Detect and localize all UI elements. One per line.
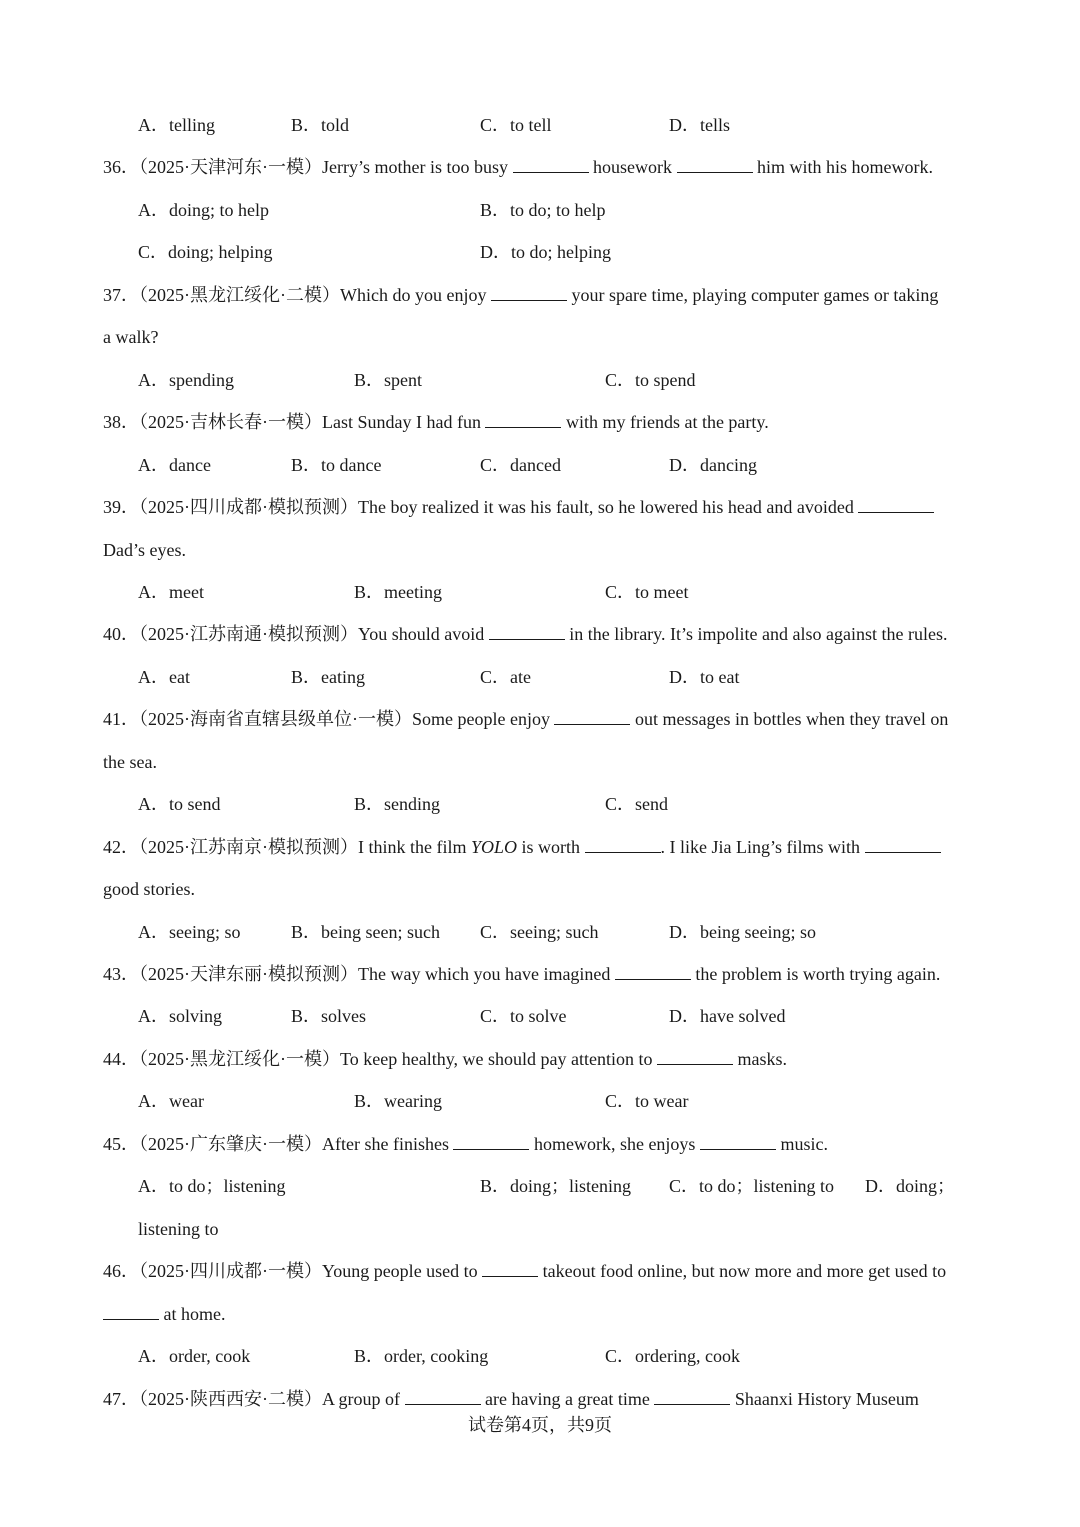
question-42: [103, 835, 983, 859]
question-source: （2025·天津河东·一模）: [139, 157, 322, 177]
question-text: The way which you have imagined: [358, 964, 615, 984]
question-number: 46．: [103, 1261, 139, 1281]
question-number: 44．: [103, 1049, 139, 1069]
options-q45: [138, 1174, 983, 1198]
question-text: in the library. It’s impolite and also against the rules.: [564, 624, 948, 644]
question-text: Young people used to: [322, 1261, 483, 1281]
options-q44: [138, 1089, 983, 1113]
question-text: Jerry’s mother is too busy: [322, 157, 513, 177]
option-c: C．send: [605, 794, 668, 814]
answer-blank: [554, 708, 630, 725]
options-q39: [138, 580, 983, 604]
option-c: C．to tell: [480, 115, 552, 135]
option-a: A．seeing; so: [138, 922, 241, 942]
option-a: A．order, cook: [138, 1346, 251, 1366]
answer-blank: [485, 411, 561, 428]
option-c: C．doing; helping: [138, 242, 273, 262]
option-d: D．dancing: [669, 455, 757, 475]
question-text: After she finishes: [322, 1134, 454, 1154]
answer-blank: [615, 963, 691, 980]
answer-blank: [677, 156, 753, 173]
question-text: the problem is worth trying again.: [690, 964, 941, 984]
option-b: B．to do; to help: [480, 200, 606, 220]
question-text: masks.: [733, 1049, 787, 1069]
option-c: C．to do；listening to: [669, 1176, 835, 1196]
options-q35: [138, 113, 983, 137]
question-text: is worth: [517, 837, 585, 857]
question-36: [103, 155, 983, 179]
option-b: B．order, cooking: [354, 1346, 489, 1366]
question-number: 36．: [103, 157, 139, 177]
question-46-continued: [103, 1302, 983, 1326]
question-text: him with his homework.: [752, 157, 933, 177]
option-d: D．have solved: [669, 1006, 786, 1026]
option-b: B．to dance: [291, 455, 382, 475]
option-a: A．to send: [138, 794, 221, 814]
question-number: 37．: [103, 285, 139, 305]
answer-blank: [489, 623, 565, 640]
option-a: A．eat: [138, 667, 190, 687]
question-number: 45．: [103, 1134, 139, 1154]
option-b: B．solves: [291, 1006, 367, 1026]
question-source: （2025·江苏南京·模拟预测）: [139, 837, 358, 857]
page-footer: 试卷第4页，共9页: [468, 1415, 612, 1435]
option-c: C．seeing; such: [480, 922, 599, 942]
question-text: at home.: [159, 1304, 226, 1324]
question-text: You should avoid: [358, 624, 489, 644]
question-source: （2025·海南省直辖县级单位·一模）: [139, 709, 412, 729]
question-text: A group of: [322, 1389, 405, 1409]
option-a: A．dance: [138, 455, 211, 475]
question-46: [103, 1259, 983, 1283]
option-c: C．to wear: [605, 1091, 689, 1111]
answer-blank: [585, 836, 661, 853]
question-38: [103, 410, 983, 434]
question-text: To keep healthy, we should pay attention to: [340, 1049, 657, 1069]
question-number: 43．: [103, 964, 139, 984]
option-c: C．ordering, cook: [605, 1346, 740, 1366]
question-text: I think the film: [358, 837, 471, 857]
question-source: （2025·天津东丽·模拟预测）: [139, 964, 358, 984]
answer-blank: [405, 1388, 481, 1405]
question-41: [103, 707, 983, 731]
answer-blank: [657, 1048, 733, 1065]
option-c: C．to spend: [605, 370, 696, 390]
option-a: A．solving: [138, 1006, 223, 1026]
options-q36-row1: [138, 198, 983, 222]
answer-blank: [103, 1303, 159, 1320]
options-q42: [138, 920, 983, 944]
question-source: （2025·黑龙江绥化·一模）: [139, 1049, 340, 1069]
question-42-continued: good stories.: [103, 879, 195, 899]
question-44: [103, 1047, 983, 1071]
option-d: D．to do; helping: [480, 242, 611, 262]
option-b: B．being seen; such: [291, 922, 440, 942]
question-source: （2025·吉林长春·一模）: [139, 412, 322, 432]
answer-blank: [700, 1133, 776, 1150]
option-b: B．sending: [354, 794, 441, 814]
option-a: A．meet: [138, 582, 204, 602]
question-number: 47．: [103, 1389, 139, 1409]
question-number: 39．: [103, 497, 139, 517]
option-a: A．wear: [138, 1091, 204, 1111]
option-a: A．to do；listening: [138, 1176, 286, 1196]
option-c: C．to meet: [605, 582, 689, 602]
option-d: D．being seeing; so: [669, 922, 816, 942]
answer-blank: [858, 496, 934, 513]
question-source: （2025·陕西西安·二模）: [139, 1389, 322, 1409]
option-b: B．meeting: [354, 582, 442, 602]
question-41-continued: the sea.: [103, 752, 157, 772]
options-q43: [138, 1004, 983, 1028]
question-43: [103, 962, 983, 986]
option-a: A．telling: [138, 115, 215, 135]
question-number: 40．: [103, 624, 139, 644]
option-b: B．told: [291, 115, 350, 135]
answer-blank: [865, 836, 941, 853]
question-45: [103, 1132, 983, 1156]
options-q45-continued: [138, 1217, 983, 1241]
options-q36-row2: [138, 240, 983, 264]
option-a: A．doing; to help: [138, 200, 269, 220]
question-source: （2025·四川成都·模拟预测）: [139, 497, 358, 517]
question-40: [103, 622, 983, 646]
option-b: B．spent: [354, 370, 423, 390]
question-source: （2025·四川成都·一模）: [139, 1261, 322, 1281]
question-text: Shaanxi History Museum: [730, 1389, 919, 1409]
answer-blank: [491, 284, 567, 301]
option-d: D．doing；: [865, 1176, 955, 1196]
question-text: your spare time, playing computer games or taking: [566, 285, 939, 305]
option-d: D．tells: [669, 115, 730, 135]
question-text: The boy realized it was his fault, so he lowered his head and avoided: [358, 497, 859, 517]
question-number: 42．: [103, 837, 139, 857]
question-text: out messages in bottles when they travel on: [630, 709, 949, 729]
question-text: Which do you enjoy: [340, 285, 491, 305]
question-text: . I like Jia Ling’s films with: [660, 837, 865, 857]
question-source: （2025·黑龙江绥化·二模）: [139, 285, 340, 305]
option-c: C．danced: [480, 455, 561, 475]
option-b: B．doing；listening: [480, 1176, 632, 1196]
option-d: D．to eat: [669, 667, 740, 687]
question-39-continued: Dad’s eyes.: [103, 540, 186, 560]
question-47: [103, 1387, 983, 1411]
option-c: C．to solve: [480, 1006, 567, 1026]
answer-blank: [654, 1388, 730, 1405]
question-text: are having a great time: [480, 1389, 655, 1409]
answer-blank: [513, 156, 589, 173]
option-c: C．ate: [480, 667, 531, 687]
question-37-continued: a walk?: [103, 327, 159, 347]
question-source: （2025·江苏南通·模拟预测）: [139, 624, 358, 644]
question-text: Last Sunday I had fun: [322, 412, 486, 432]
options-q38: [138, 453, 983, 477]
options-q46: [138, 1344, 983, 1368]
options-q41: [138, 792, 983, 816]
options-q40: [138, 665, 983, 689]
question-37: [103, 283, 983, 307]
answer-blank: [453, 1133, 529, 1150]
question-text: homework, she enjoys: [529, 1134, 700, 1154]
answer-blank: [482, 1260, 538, 1277]
question-source: （2025·广东肇庆·一模）: [139, 1134, 322, 1154]
option-b: B．eating: [291, 667, 365, 687]
question-text: music.: [775, 1134, 828, 1154]
question-text: takeout food online, but now more and more get used to: [538, 1261, 947, 1281]
option-a: A．spending: [138, 370, 234, 390]
option-b: B．wearing: [354, 1091, 442, 1111]
film-title: YOLO: [470, 837, 518, 857]
option-d-continued: listening to: [138, 1219, 219, 1239]
question-39: [103, 495, 983, 519]
question-text: housework: [588, 157, 677, 177]
question-text: with my friends at the party.: [561, 412, 769, 432]
question-number: 41．: [103, 709, 139, 729]
options-q37: [138, 368, 983, 392]
question-number: 38．: [103, 412, 139, 432]
question-text: Some people enjoy: [412, 709, 555, 729]
